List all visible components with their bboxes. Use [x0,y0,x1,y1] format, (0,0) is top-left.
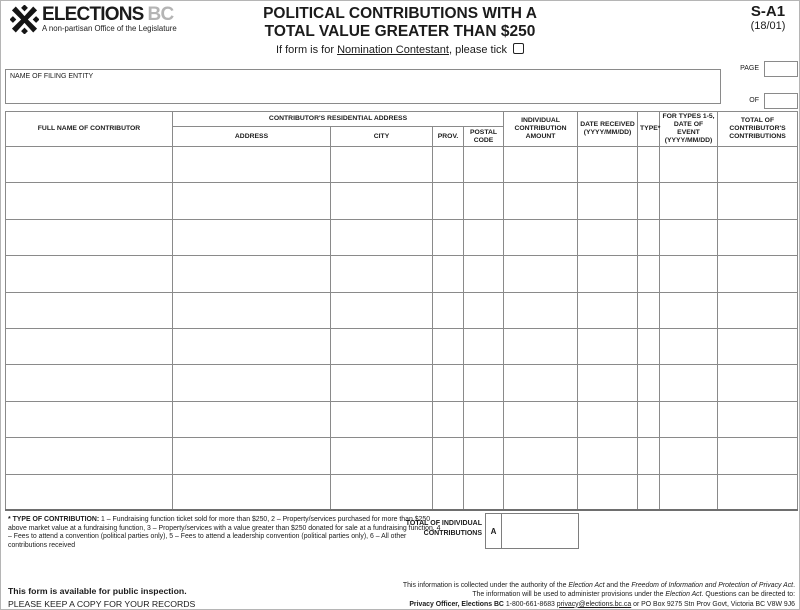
header-residential-address-group: CONTRIBUTOR'S RESIDENTIAL ADDRESS [173,112,504,127]
entry-cell[interactable] [433,256,464,292]
header-type: TYPE* [638,112,660,147]
entry-cell[interactable] [718,401,798,437]
entry-cell[interactable] [433,219,464,255]
entry-cell[interactable] [6,365,173,401]
entry-cell[interactable] [433,183,464,219]
form-code: S-A1 [750,3,786,20]
entry-cell[interactable] [433,401,464,437]
entry-cell[interactable] [173,292,331,328]
logo-elections-text: ELECTIONS [42,4,144,25]
entry-cell[interactable] [504,292,578,328]
entry-cell[interactable] [464,401,504,437]
entry-cell[interactable] [638,147,660,183]
entry-cell[interactable] [331,328,433,364]
entry-cell[interactable] [464,183,504,219]
table-row [6,256,798,292]
entry-cell[interactable] [433,365,464,401]
table-row [6,401,798,437]
header-prov: PROV. [433,127,464,147]
entry-cell[interactable] [464,474,504,510]
entry-cell[interactable] [433,328,464,364]
header-full-name: FULL NAME OF CONTRIBUTOR [6,112,173,147]
entry-cell[interactable] [504,365,578,401]
header-city: CITY [331,127,433,147]
entry-cell[interactable] [638,365,660,401]
entry-cell[interactable] [718,256,798,292]
entry-cell[interactable] [660,219,718,255]
table-row [6,219,798,255]
table-row [6,365,798,401]
type-of-contribution-footnote [8,516,444,550]
total-individual-contributions-label: TOTAL OF INDIVIDUAL CONTRIBUTIONS [405,520,482,537]
entry-cell[interactable] [638,219,660,255]
entry-cell[interactable] [6,256,173,292]
privacy-line2: The information will be used to administer provisions under the Election Act. Questions can be directed to: [472,591,795,599]
entry-cell[interactable] [433,438,464,474]
entry-cell[interactable] [578,474,638,510]
entry-cell[interactable] [464,147,504,183]
footnote-text: 1 – Fundraising function ticket sold for more than $250, 2 – Property/services purchased for more than $250 above market value at a fundraising function, 3 – Property/services with a value greater than $250 donated for sale at a fundraising function, 4 – Fees to attend a convention (political parties only), 5 – Fees to attend a leadership convention (political parties only), 6 – All other contributions received [8,516,441,549]
footer-left [8,585,195,610]
entry-cell[interactable] [660,401,718,437]
form-version: (18/01) [750,20,786,32]
entry-cell[interactable] [173,401,331,437]
entry-cell[interactable] [433,474,464,510]
entry-cell[interactable] [504,256,578,292]
entry-cell[interactable] [718,474,798,510]
entry-cell[interactable] [173,438,331,474]
entry-cell[interactable] [173,365,331,401]
public-inspection-note: This form is available for public inspection. [8,586,187,596]
entry-cell[interactable] [331,292,433,328]
entry-cell[interactable] [660,438,718,474]
entry-cell[interactable] [660,147,718,183]
entry-cell[interactable] [578,401,638,437]
entry-cell[interactable] [6,328,173,364]
entry-cell[interactable] [331,474,433,510]
entry-cell[interactable] [718,219,798,255]
entry-cell[interactable] [504,401,578,437]
entry-cell[interactable] [578,292,638,328]
entry-cell[interactable] [638,256,660,292]
entry-cell[interactable] [718,365,798,401]
entry-cell[interactable] [578,147,638,183]
entry-cell[interactable] [331,219,433,255]
entry-cell[interactable] [504,147,578,183]
entry-cell[interactable] [578,183,638,219]
table-row [6,328,798,364]
header-address: ADDRESS [173,127,331,147]
entry-cell[interactable] [173,256,331,292]
entry-cell[interactable] [173,147,331,183]
entry-cell[interactable] [578,256,638,292]
table-row [6,474,798,510]
entry-cell[interactable] [638,328,660,364]
header-date-received: DATE RECEIVED (YYYY/MM/DD) [578,112,638,147]
entry-cell[interactable] [718,292,798,328]
nomination-tick-text: If form is for Nomination Contestant, please tick [275,44,508,56]
entry-cell[interactable] [464,219,504,255]
total-individual-contributions-field[interactable] [501,513,579,549]
entry-cell[interactable] [638,401,660,437]
entry-cell[interactable] [660,292,718,328]
entry-cell[interactable] [6,183,173,219]
filing-entity-field[interactable] [5,69,721,104]
nomination-checkbox[interactable] [513,43,524,54]
entry-cell[interactable] [331,256,433,292]
entry-cell[interactable] [6,147,173,183]
entry-cell[interactable] [638,438,660,474]
entry-cell[interactable] [464,365,504,401]
page-label: PAGE [740,65,759,72]
entry-cell[interactable] [331,438,433,474]
entry-cell[interactable] [638,183,660,219]
table-row [6,292,798,328]
form-title [151,5,649,40]
entry-cell[interactable] [718,183,798,219]
entry-cell[interactable] [718,147,798,183]
form-code-block [745,4,791,32]
entry-cell[interactable] [331,365,433,401]
page-number-field[interactable] [764,61,798,77]
entry-cell[interactable] [6,474,173,510]
elections-bc-logo-icon [10,5,39,34]
entry-cell[interactable] [173,474,331,510]
privacy-line3: Privacy Officer, Elections BC 1-800-661-8683 privacy@elections.bc.ca or PO Box 9275 Stn Prov Govt, Victoria BC V8W 9J6 [409,600,795,608]
entry-cell[interactable] [6,401,173,437]
entry-cell[interactable] [660,365,718,401]
entry-cell[interactable] [660,256,718,292]
keep-copy-note: PLEASE KEEP A COPY FOR YOUR RECORDS [8,599,196,609]
header-postal-code: POSTAL CODE [464,127,504,147]
entry-cell[interactable] [578,219,638,255]
entry-cell[interactable] [718,328,798,364]
entry-cell[interactable] [6,438,173,474]
entry-cell[interactable] [433,147,464,183]
logo-tagline: A non-partisan Office of the Legislature [42,24,177,33]
entry-cell[interactable] [638,474,660,510]
header-total-contributions: TOTAL OF CONTRIBUTOR'S CONTRIBUTIONS [718,112,798,147]
entry-cell[interactable] [578,328,638,364]
filing-entity-label: NAME OF FILING ENTITY [10,73,94,80]
form-title-line2: TOTAL VALUE GREATER THAN $250 [264,22,536,40]
entry-cell[interactable] [464,292,504,328]
entry-cell[interactable] [6,219,173,255]
privacy-notice [365,581,795,609]
entry-cell[interactable] [464,256,504,292]
of-number-field[interactable] [764,93,798,109]
entry-cell[interactable] [660,328,718,364]
table-row [6,438,798,474]
entry-cell[interactable] [173,328,331,364]
entry-cell[interactable] [638,292,660,328]
entry-cell[interactable] [331,401,433,437]
entry-cell[interactable] [6,292,173,328]
entry-cell[interactable] [504,474,578,510]
logo-bc-text: BC [147,4,174,25]
entry-cell[interactable] [464,328,504,364]
header-individual-amount: INDIVIDUAL CONTRIBUTION AMOUNT [504,112,578,147]
footnote-label: * TYPE OF CONTRIBUTION: [8,516,100,523]
table-row [6,183,798,219]
contributions-table [5,111,798,511]
entry-cell[interactable] [718,438,798,474]
entry-cell[interactable] [331,147,433,183]
entry-cell[interactable] [173,183,331,219]
entry-cell[interactable] [504,219,578,255]
privacy-line1: This information is collected under the authority of the Election Act and the Freedom of Information and Protection of Privacy Act. [402,582,795,589]
entry-cell[interactable] [504,328,578,364]
nomination-tick-line [151,43,649,56]
entry-cell[interactable] [578,438,638,474]
entry-cell[interactable] [504,183,578,219]
entry-cell[interactable] [331,183,433,219]
of-label: OF [749,97,759,104]
entry-cell[interactable] [464,438,504,474]
box-a-marker: A [485,513,502,549]
form-title-line1: POLITICAL CONTRIBUTIONS WITH A [263,5,537,22]
entry-cell[interactable] [433,292,464,328]
entry-cell[interactable] [173,219,331,255]
entry-cell[interactable] [578,365,638,401]
entry-cell[interactable] [504,438,578,474]
header-date-of-event: FOR TYPES 1-5, DATE OF EVENT (YYYY/MM/DD) [660,112,718,147]
entry-cell[interactable] [660,474,718,510]
table-row [6,147,798,183]
entry-cell[interactable] [660,183,718,219]
